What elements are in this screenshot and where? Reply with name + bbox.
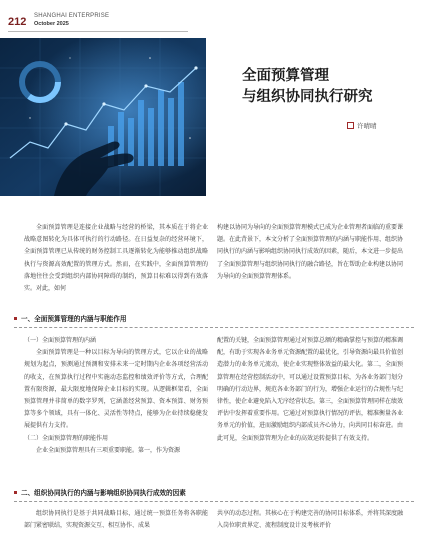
section1-paragraph-2: 企业全面预算管理具有三项重要职能。第一，作为资源 xyxy=(36,446,181,454)
section1-divider xyxy=(14,327,414,328)
section1-right-column xyxy=(217,335,403,445)
section1-heading-text: 一、全面预算管理的内涵与职能作用 xyxy=(21,315,127,323)
magazine-name: SHANGHAI ENTERPRISE xyxy=(34,13,110,19)
section-marker-icon xyxy=(14,491,17,494)
article-title-line2: 与组织协同执行研究 xyxy=(242,89,373,105)
section-marker-icon xyxy=(14,317,17,320)
section2-right-column xyxy=(217,508,403,532)
intro-paragraph-left: 全面预算管理是连接企业战略与经营的桥梁，其本质在于将企业战略意图转化为具体可执行的行动路径。在日益复杂的经营环境下，全面预算管理已从传统的财务控制工具逐渐转化为能够推动组织战略执行与资源高效配置的管理方式。然而，在实践中，全面预算管理的落地往往会受到组织内部协同障碍的制约，预算目标难以得到有效落实。对此，如何 xyxy=(24,224,208,293)
intro-left-column xyxy=(24,222,208,295)
article-title-line1: 全面预算管理 xyxy=(242,68,329,84)
section1-subheading-1: （一）全面预算管理的内涵 xyxy=(24,337,97,344)
square-bullet-icon xyxy=(347,122,354,129)
article-title xyxy=(242,66,418,108)
section2-paragraph-right: 共享的动态过程。其核心在于构建完善的协同目标体系，并将其深度融入岗位职责界定、流程制度设计及考核评价 xyxy=(217,510,404,530)
section2-paragraph-left: 组织协同执行是基于共同战略目标，通过统一预算任务将各职能部门紧密联结，实现资源交互、相互协作、成果 xyxy=(24,510,208,530)
hero-image xyxy=(0,38,206,196)
section1-left-column xyxy=(24,335,208,457)
page-number: 212 xyxy=(8,16,27,28)
author-byline xyxy=(347,121,377,130)
section2-left-column xyxy=(24,508,208,532)
section2-heading xyxy=(14,487,414,497)
section2-heading-text: 二、组织协同执行的内涵与影响组织协同执行成效的因素 xyxy=(21,489,186,497)
intro-right-column xyxy=(217,222,403,283)
intro-paragraph-right: 构建以协同为导向的全面预算管理模式已成为企业管理者面临的重要课题。在此背景下，本文分析了全面预算管理的内涵与职能作用、组织协同执行的内涵与影响组织协同执行成效的因素，随后，本文进一步提出了全面预算管理与组织协同执行的融合路径，旨在帮助企业构建以协同为导向的全面预算管理体系。 xyxy=(217,224,404,280)
author-name: 许晴晴 xyxy=(357,122,377,130)
section1-heading xyxy=(14,313,414,323)
section2-divider xyxy=(14,501,414,502)
data-visualization-illustration xyxy=(0,38,206,196)
header-rule xyxy=(8,31,188,32)
section1-paragraph-1: 全面预算管理是一种以目标为导向的管理方式，它以企业的战略规划为起点，预测通过预测和安排未来一定时期内企业各项经营活动的收支，在预算执行过程中实施动态监控和绩效评价等方式，合理配置有限资源，最大限度地保障企业目标的实现。从逻辑框架看，全面预算管理并非简单的数字罗列，它涵盖经营预算、资本预算、财务预算等多个领域，具有一体化、灵活性等特点，能够为企业持续稳健发展提供有力支持。 xyxy=(24,349,208,430)
section1-subheading-2: （二）全面预算管理的职能作用 xyxy=(24,434,109,442)
issue-date: October 2025 xyxy=(34,21,69,27)
section1-paragraph-right: 配置的关键，全面预算管理通过对预算总额的精确掌控与预算的精准调配，有助于实现各业务单元资源配置的最优化，引导资源向最具价值创造潜力的业务单元流动，使企业实现整体效益的最大化。第二，全面预算管理在经营控制活动中，可以通过设置预算目标，为各业务部门划分明确的行动边界，规范各业务部门的行为，增强企业运行的合规性与纪律性，使企业避免陷入无序经营状态。第三，全面预算管理同样在绩效评估中发挥着重要作用。它通过对预算执行情况的评估，精准衡量各业务单元的价值，进而激励组织内部成员齐心协力，向共同目标奋进。由此可见，全面预算管理为企业的高效运转提供了有效支持。 xyxy=(217,337,404,442)
